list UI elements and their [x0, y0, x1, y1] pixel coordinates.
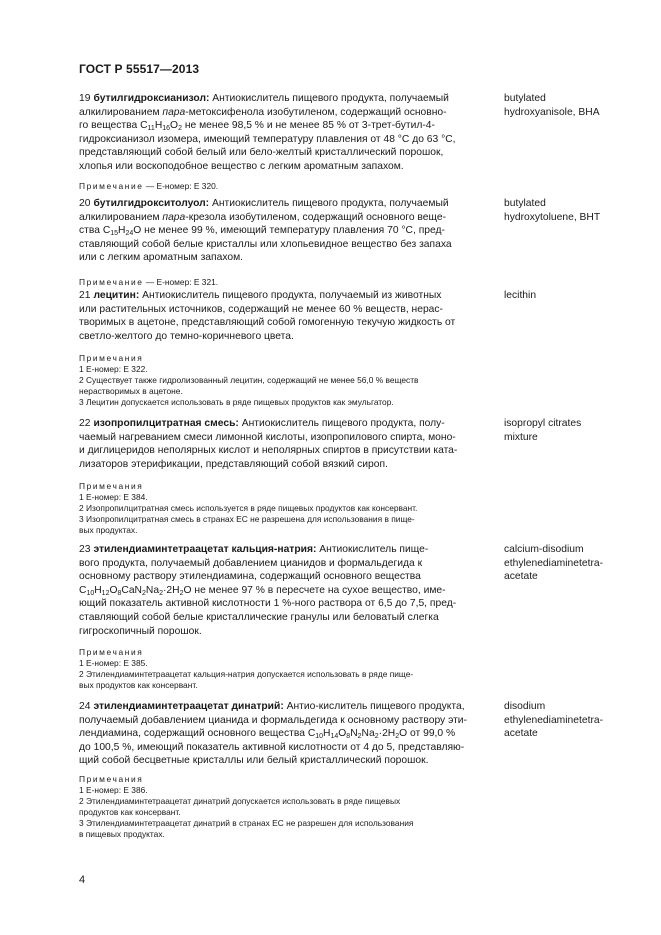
- definition-line: до 100,5 %, имеющий показатель активной кислотности от 4 до 5, представляю-: [79, 741, 465, 753]
- definition-line: 21 лецитин: Антиокислитель пищевого продукта, получаемый из животных: [79, 290, 442, 301]
- document-header: ГОСТ Р 55517—2013: [79, 62, 200, 76]
- note-line: 1 Е-номер: Е 385.: [79, 658, 148, 668]
- definition-line: 24 этилендиаминтетраацетат динатрий: Антио-кислитель пищевого продукта,: [79, 701, 465, 712]
- term-definition: [79, 700, 483, 768]
- english-term-line: butylated: [504, 93, 546, 104]
- term-name: лецитин:: [93, 290, 140, 301]
- term-definition: [79, 543, 483, 638]
- note-line: 2 Этилендиаминтетраацетат динатрий допускается использовать в ряде пищевых: [79, 796, 401, 806]
- definition-line: чаемый нагреванием смеси лимонной кислоты, изопропилового спирта, моно-: [79, 431, 456, 443]
- note-line: Примечание — Е-номер: Е 320.: [79, 181, 219, 191]
- definition-line: лизаторов этерификации, представляющий собой вязкий сироп.: [79, 458, 388, 470]
- definition-line: или с легким ароматным запахом.: [79, 252, 244, 264]
- definition-line: вого продукта, получаемый добавлением цианидов и формальдегида к: [79, 557, 423, 569]
- definition-line: лендиамина, содержащий основного вещества $C_{10}H_{14}O_8N_2Na_2\cdot 2H_2O$ от 99,0 %: [79, 728, 456, 741]
- term-definition: [79, 289, 483, 343]
- definition-line: хлопья или воскоподобное вещество с легким ароматным запахом.: [79, 160, 404, 172]
- english-equivalent: [504, 417, 639, 444]
- english-term-line: butylated: [504, 198, 546, 209]
- note-line: в пищевых продуктах.: [79, 829, 165, 839]
- english-term-line: acetate: [504, 728, 538, 740]
- note-line: 3 Изопропилцитратная смесь в странах ЕС не разрешена для использования в пище-: [79, 514, 415, 524]
- note-heading: Примечания: [79, 774, 144, 784]
- english-term-line: mixture: [504, 431, 538, 443]
- note-line: 1 Е-номер: Е 322.: [79, 364, 148, 374]
- note-block: [79, 647, 483, 691]
- note-line: 1 Е-номер: Е 386.: [79, 785, 148, 795]
- term-definition: [79, 417, 483, 471]
- english-term-line: disodium: [504, 701, 546, 712]
- definition-line: ставляющий собой белые кристаллы или хлопьевидное вещество без запаха: [79, 238, 452, 250]
- term-number: 23: [79, 544, 91, 555]
- definition-line: ставляющий собой белые кристаллические гранулы или беловатый слегка: [79, 611, 439, 623]
- definition-line: ства $C_{15}H_{24}O$ не менее 99 %, имеющий температуру плавления 70 °C, пред-: [79, 225, 445, 238]
- definition-line: алкилированием пара-метоксифенола изобутиленом, содержащий основно-: [79, 106, 447, 118]
- english-term-line: hydroxytoluene, BHT: [504, 211, 601, 223]
- definition-line: 20 бутилгидрокситолуол: Антиокислитель пищевого продукта, получаемый: [79, 198, 449, 209]
- note-line: продуктов как консервант.: [79, 807, 181, 817]
- definition-line: творимых в ацетоне, представляющий собой гомогенную текучую жидкость от: [79, 317, 456, 329]
- note-heading: Примечания: [79, 647, 144, 657]
- note-line: вых продуктах.: [79, 525, 138, 535]
- term-name: изопропилцитратная смесь:: [93, 418, 239, 429]
- note-line: 2 Этилендиаминтетраацетат кальция-натрия допускается использовать в ряде пище-: [79, 669, 414, 679]
- note-line: [79, 647, 483, 658]
- definition-line: представляющий собой белый или бело-желтый кристаллический порошок,: [79, 147, 444, 159]
- page-number: 4: [79, 874, 86, 886]
- term-name: бутилгидрокситолуол:: [93, 198, 210, 209]
- english-term-line: ethylenediaminetetra-: [504, 714, 604, 726]
- term-definition: [79, 92, 483, 174]
- note-line: [79, 481, 483, 492]
- note-block: [79, 181, 483, 192]
- english-term-line: hydroxyanisole, BHA: [504, 106, 600, 118]
- english-equivalent: [504, 197, 639, 224]
- english-equivalent: [504, 543, 639, 584]
- definition-line: основному раствору этилендиамина, содержащий основного вещества: [79, 571, 421, 583]
- note-block: [79, 277, 483, 288]
- definition-line: 22 изопропилцитратная смесь: Антиокислитель пищевого продукта, полу-: [79, 418, 445, 429]
- note-line: 1 Е-номер: Е 384.: [79, 492, 148, 502]
- note-heading: Примечания: [79, 353, 144, 363]
- term-number: 20: [79, 198, 91, 209]
- definition-line: или растительных источников, содержащий не менее 60 % веществ, нерас-: [79, 303, 443, 315]
- note-line: 3 Этилендиаминтетраацетат динатрий в странах ЕС не разрешен для использования: [79, 818, 414, 828]
- english-term-line: acetate: [504, 571, 538, 583]
- english-term-line: lecithin: [504, 290, 537, 301]
- note-line: [79, 353, 483, 364]
- note-block: [79, 481, 483, 536]
- definition-line: и диглицеридов неполярных кислот и неполярных спиртов в присутствии ката-: [79, 445, 458, 457]
- note-line: нерастворимых в ацетоне.: [79, 386, 183, 396]
- english-term-line: isopropyl citrates: [504, 418, 582, 429]
- definition-line: го вещества $C_{11}H_{16}O_2$ не менее 98,5 % и не менее 85 % от 3-трет-бутил-4-: [79, 120, 435, 133]
- term-number: 21: [79, 290, 91, 301]
- note-heading: Примечания: [79, 481, 144, 491]
- definition-line: 19 бутилгидроксианизол: Антиокислитель пищевого продукта, получаемый: [79, 93, 449, 104]
- note-line: 3 Лецитин допускается использовать в ряде пищевых продуктов как эмульгатор.: [79, 397, 394, 407]
- definition-line: ющий показатель активной кислотности 1 %-ного раствора от 6,5 до 7,5, пред-: [79, 598, 457, 610]
- note-line: Примечание — Е-номер: Е 321.: [79, 277, 219, 287]
- definition-line: гигроскопичный порошок.: [79, 625, 202, 637]
- term-name: бутилгидроксианизол:: [93, 93, 210, 104]
- definition-line: получаемый добавлением цианида и формальдегида к основному раствору эти-: [79, 714, 467, 726]
- term-name: этилендиаминтетраацетат динатрий:: [93, 701, 284, 712]
- english-equivalent: [504, 92, 639, 119]
- note-block: [79, 774, 483, 840]
- note-line: 2 Изопропилцитратная смесь используется в ряде пищевых продуктов как консервант.: [79, 503, 418, 513]
- english-term-line: ethylenediaminetetra-: [504, 557, 604, 569]
- note-block: [79, 353, 483, 408]
- definition-line: 23 этилендиаминтетраацетат кальция-натрия: Антиокислитель пище-: [79, 544, 429, 555]
- english-term-line: calcium-disodium: [504, 544, 584, 555]
- definition-line: светло-желтого до темно-коричневого цвета.: [79, 330, 294, 342]
- term-definition: [79, 197, 483, 265]
- term-name: этилендиаминтетраацетат кальция-натрия:: [93, 544, 317, 555]
- term-number: 24: [79, 701, 91, 712]
- definition-line: $C_{10}H_{12}O_8CaN_2Na_2\cdot 2H_2O$ не менее 97 % в пересчете на сухое вещество, име-: [79, 584, 446, 597]
- note-line: вых продуктов как консервант.: [79, 680, 198, 690]
- definition-line: гидроксианизол изомера, имеющий температуру плавления от 48 °C до 63 °C,: [79, 133, 456, 145]
- note-heading: Примечание: [79, 181, 144, 191]
- note-heading: Примечание: [79, 277, 144, 287]
- english-equivalent: [504, 289, 639, 303]
- definition-line: алкилированием пара-крезола изобутиленом, содержащий основного веще-: [79, 211, 447, 223]
- term-number: 22: [79, 418, 91, 429]
- note-line: 2 Существует также гидролизованный лецитин, содержащий не менее 56,0 % веществ: [79, 375, 419, 385]
- definition-line: щий собой бесцветные кристаллы или белый кристаллический порошок.: [79, 755, 429, 767]
- english-equivalent: [504, 700, 639, 741]
- term-number: 19: [79, 93, 91, 104]
- note-line: [79, 774, 483, 785]
